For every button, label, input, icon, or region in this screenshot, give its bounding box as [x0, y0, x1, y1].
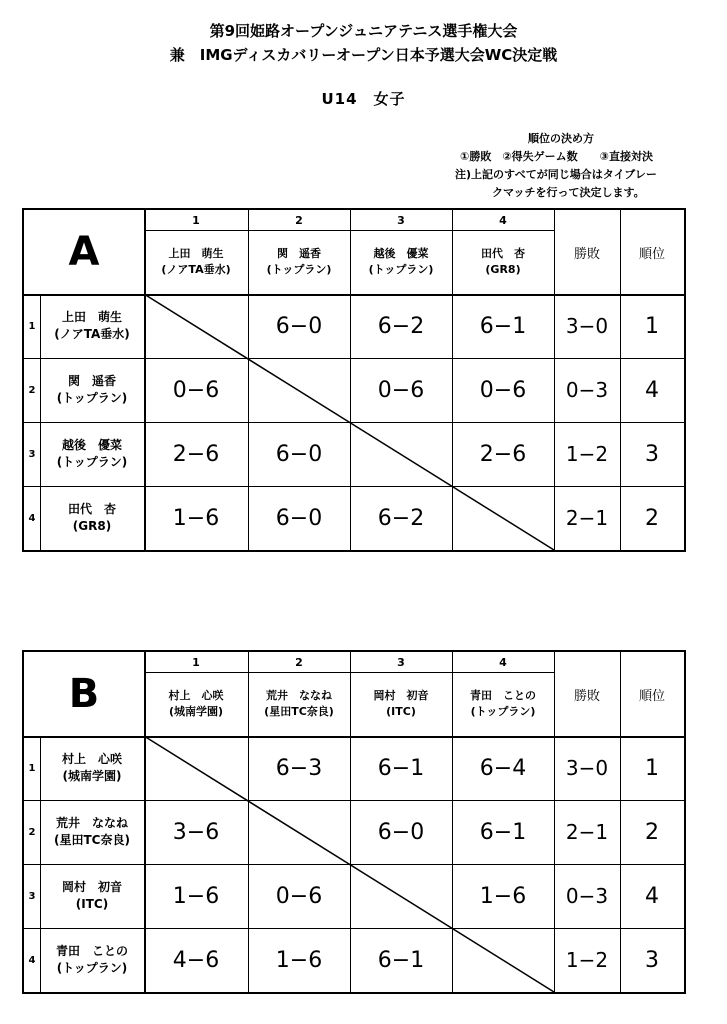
ranking-rules: [440, 130, 700, 202]
player-club: (GR8): [485, 263, 521, 276]
row-rank: 1: [645, 313, 659, 339]
group-a-table: [22, 208, 686, 552]
diagonal-line: [24, 652, 684, 992]
match-score: 6−2: [377, 313, 425, 339]
rules-line-2: 注)上記のすべてが同じ場合はタイブレー: [455, 168, 657, 181]
column-number: 3: [397, 213, 405, 227]
match-score: 6−3: [275, 755, 323, 781]
group-b-table: [22, 650, 686, 994]
group-letter: A: [68, 229, 100, 275]
group-letter: B: [68, 671, 100, 717]
match-score: 1−6: [172, 505, 220, 531]
player-name: 田代 杏: [67, 502, 116, 516]
match-score: 0−6: [275, 883, 323, 909]
match-score: 1−6: [172, 883, 220, 909]
player-name: 岡村 初音: [373, 689, 429, 702]
player-club: (ノアTA垂水): [54, 327, 130, 341]
player-name: 関 遥香: [67, 374, 116, 388]
win-loss-header: 勝敗: [573, 688, 600, 704]
player-name: 関 遥香: [277, 247, 321, 260]
column-number: 2: [295, 655, 303, 669]
player-club: (トップラン): [56, 961, 128, 975]
match-score: 6−0: [377, 819, 425, 845]
player-name: 村上 心咲: [61, 752, 122, 766]
row-number: 2: [28, 384, 36, 396]
row-number: 4: [28, 954, 36, 966]
player-name: 青田 ことの: [470, 689, 536, 702]
match-score: 6−0: [275, 505, 323, 531]
rules-line-3: クマッチを行って決定します。: [492, 186, 645, 199]
row-number: 2: [28, 826, 36, 838]
match-score: 6−2: [377, 505, 425, 531]
tournament-subtitle: 兼 IMGディスカバリーオープン日本予選大会WC決定戦: [169, 46, 558, 64]
row-number: 3: [28, 448, 36, 460]
match-score: 4−6: [172, 947, 220, 973]
row-rank: 2: [645, 505, 659, 531]
player-club: (トップラン): [56, 455, 128, 469]
diagonal-stroke: [144, 736, 554, 992]
match-score: 1−6: [275, 947, 323, 973]
row-win-loss: 0−3: [565, 378, 609, 402]
match-score: 6−4: [479, 755, 527, 781]
player-name: 上田 萌生: [61, 310, 122, 324]
player-name: 越後 優菜: [61, 438, 122, 452]
match-score: 6−1: [479, 313, 527, 339]
row-rank: 4: [645, 883, 659, 909]
match-score: 0−6: [377, 377, 425, 403]
row-win-loss: 2−1: [565, 820, 609, 844]
match-score: 0−6: [479, 377, 527, 403]
column-number: 3: [397, 655, 405, 669]
match-score: 6−0: [275, 441, 323, 467]
player-name: 村上 心咲: [168, 689, 224, 702]
match-score: 6−0: [275, 313, 323, 339]
player-name: 荒井 ななね: [55, 816, 128, 830]
row-rank: 3: [645, 441, 659, 467]
row-rank: 1: [645, 755, 659, 781]
diagonal-stroke: [144, 294, 554, 550]
player-club: (城南学園): [168, 705, 224, 718]
player-name: 上田 萌生: [168, 247, 224, 260]
row-number: 3: [28, 890, 36, 902]
player-club: (トップラン): [266, 263, 332, 276]
match-score: 0−6: [172, 377, 220, 403]
category-label: U14 女子: [321, 90, 406, 108]
player-club: (城南学園): [62, 769, 122, 783]
player-name: 荒井 ななね: [266, 689, 332, 702]
match-score: 6−1: [377, 947, 425, 973]
player-club: (ITC): [386, 705, 416, 718]
player-name: 青田 ことの: [55, 944, 128, 958]
column-number: 2: [295, 213, 303, 227]
row-rank: 2: [645, 819, 659, 845]
match-score: 1−6: [479, 883, 527, 909]
match-score: 2−6: [479, 441, 527, 467]
player-club: (ノアTA垂水): [161, 263, 231, 276]
row-win-loss: 1−2: [565, 948, 609, 972]
match-score: 6−1: [377, 755, 425, 781]
column-number: 1: [192, 655, 200, 669]
rank-header: 順位: [638, 246, 665, 262]
row-win-loss: 2−1: [565, 506, 609, 530]
player-club: (GR8): [72, 519, 112, 533]
column-number: 4: [499, 655, 507, 669]
rules-heading: 順位の決め方: [528, 132, 594, 145]
match-score: 6−1: [479, 819, 527, 845]
row-number: 4: [28, 512, 36, 524]
player-club: (星田TC奈良): [264, 705, 334, 718]
match-score: 2−6: [172, 441, 220, 467]
diagonal-line: [24, 210, 684, 550]
win-loss-header: 勝敗: [573, 246, 600, 262]
row-rank: 3: [645, 947, 659, 973]
player-club: (星田TC奈良): [54, 833, 130, 847]
player-name: 越後 優菜: [373, 247, 429, 260]
match-score: 3−6: [172, 819, 220, 845]
row-win-loss: 3−0: [565, 756, 609, 780]
player-name: 田代 杏: [481, 247, 525, 260]
row-win-loss: 0−3: [565, 884, 609, 908]
column-number: 1: [192, 213, 200, 227]
row-win-loss: 1−2: [565, 442, 609, 466]
rank-header: 順位: [638, 688, 665, 704]
player-club: (トップラン): [368, 263, 434, 276]
row-number: 1: [28, 762, 36, 774]
player-club: (ITC): [75, 897, 109, 911]
rules-line-1: ①勝敗 ②得失ゲーム数 ③直接対決: [460, 150, 653, 163]
row-win-loss: 3−0: [565, 314, 609, 338]
row-number: 1: [28, 320, 36, 332]
row-rank: 4: [645, 377, 659, 403]
player-club: (トップラン): [470, 705, 536, 718]
player-club: (トップラン): [56, 391, 128, 405]
tournament-title: 第9回姫路オープンジュニアテニス選手権大会: [209, 22, 518, 40]
player-name: 岡村 初音: [61, 880, 122, 894]
column-number: 4: [499, 213, 507, 227]
